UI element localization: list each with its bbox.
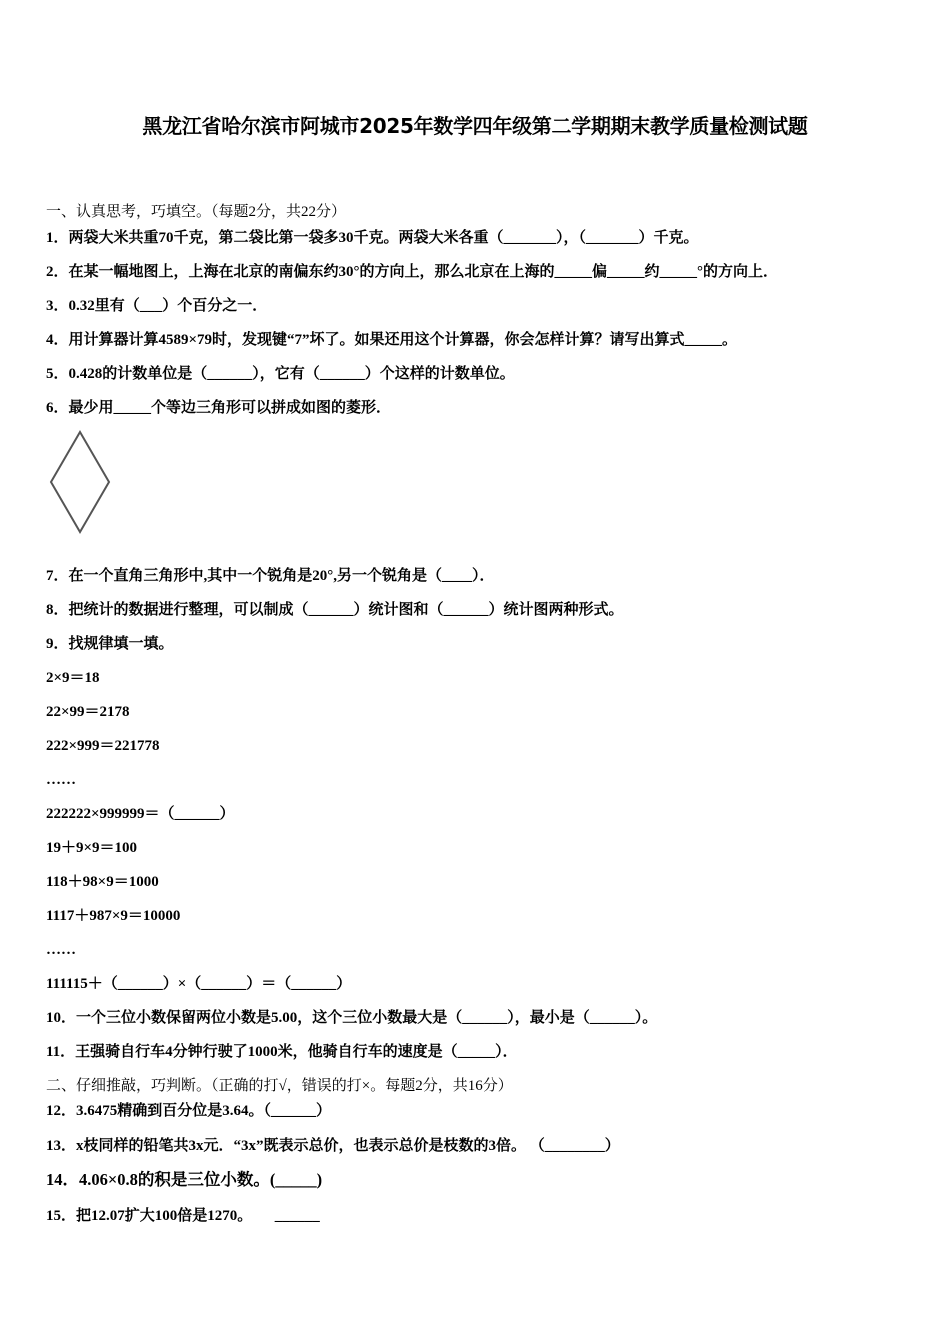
pattern-line: 2×9＝18: [46, 670, 100, 686]
question-10: 10．一个三位小数保留两位小数是5.00，这个三位小数最大是（______），最小是（______）。: [46, 1010, 658, 1026]
pattern-line: 222×999＝221778: [46, 738, 160, 754]
pattern-line: 19＋9×9＝100: [46, 840, 138, 856]
rhombus-figure: [48, 430, 112, 534]
question-6: 6．最少用_____个等边三角形可以拼成如图的菱形．: [46, 400, 392, 416]
question-4: 4．用计算器计算4589×79时，发现键“7”坏了。如果还用这个计算器，你会怎样计算？请写出算式_____。: [46, 332, 738, 348]
question-15: 15．把12.07扩大100倍是1270。 ______: [46, 1208, 320, 1224]
pattern-line: 1117＋987×9＝10000: [46, 908, 181, 924]
pattern-ellipsis: ……: [46, 942, 76, 958]
question-14: 14．4.06×0.8的积是三位小数。(_____): [46, 1170, 323, 1189]
pattern-line: 111115＋（______）×（______）＝（______）: [46, 976, 352, 992]
pattern-line: 222222×999999＝（______）: [46, 806, 235, 822]
question-1: 1．两袋大米共重70千克，第二袋比第一袋多30千克。两袋大米各重（_______），（_______）千克。: [46, 230, 699, 246]
question-9: 9．找规律填一填。: [46, 636, 174, 652]
pattern-ellipsis: ……: [46, 772, 76, 788]
question-5: 5．0.428的计数单位是（______），它有（______）个这样的计数单位。: [46, 366, 515, 382]
question-8: 8．把统计的数据进行整理，可以制成（______）统计图和（______）统计图两种形式。: [46, 602, 624, 618]
pattern-line: 118＋98×9＝1000: [46, 874, 159, 890]
section-1-heading: 一、认真思考，巧填空。（每题2分，共22分）: [46, 204, 347, 220]
pattern-line: 22×99＝2178: [46, 704, 130, 720]
question-12: 12．3.6475精确到百分位是3.64。（______）: [46, 1103, 332, 1119]
question-11: 11．王强骑自行车4分钟行驶了1000米，他骑自行车的速度是（_____）．: [46, 1044, 518, 1060]
question-2: 2．在某一幅地图上，上海在北京的南偏东约30°的方向上，那么北京在上海的_____偏_____约_____°的方向上．: [46, 264, 779, 280]
section-2-heading: 二、仔细推敲，巧判断。（正确的打√，错误的打×。每题2分，共16分）: [46, 1078, 513, 1094]
question-7: 7．在一个直角三角形中,其中一个锐角是20°,另一个锐角是（____）．: [46, 568, 495, 584]
page-title: 黑龙江省哈尔滨市阿城市2025年数学四年级第二学期期末教学质量检测试题: [142, 114, 808, 138]
question-3: 3．0.32里有（___）个百分之一．: [46, 298, 268, 314]
question-13: 13．x枝同样的铅笔共3x元．“3x”既表示总价，也表示总价是枝数的3倍。 （________）: [46, 1138, 620, 1154]
